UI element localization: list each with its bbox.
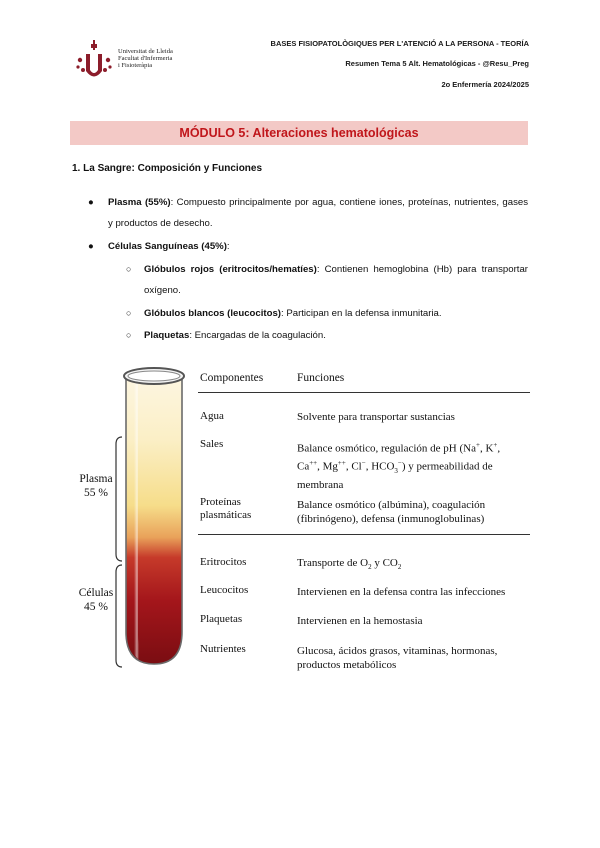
list-item — [126, 259, 528, 301]
university-logo — [74, 40, 184, 84]
white-cells-term: Glóbulos blancos (leucocitos) — [144, 308, 281, 319]
circle-bullet-icon: ○ — [126, 308, 132, 318]
component-proteins: Proteínas plasmáticas — [200, 496, 252, 521]
section-rule — [198, 534, 530, 535]
academic-year: 2o Enfermería 2024/2025 — [441, 80, 529, 89]
module-banner — [70, 121, 528, 145]
functions-header: Funciones — [297, 372, 345, 384]
circle-bullet-icon: ○ — [126, 330, 132, 340]
plasma-side-label — [74, 472, 118, 500]
plasma-percent: 55 % — [84, 487, 108, 499]
component-leukocytes: Leucocitos — [200, 584, 249, 596]
bullet-icon: ● — [88, 197, 94, 208]
component-platelets: Plaquetas — [200, 613, 243, 625]
test-tube-illustration — [120, 362, 188, 668]
component-salts: Sales — [200, 438, 224, 450]
cells-term: Células Sanguíneas (45%) — [108, 241, 227, 252]
component-water: Agua — [200, 410, 224, 422]
function-water: Solvente para transportar sustancias — [297, 411, 455, 423]
components-header: Componentes — [200, 372, 264, 384]
function-salts: Balance osmótico, regulación de pH (Na+, K+, Ca++, Mg++, Cl−, $HCO_3^-$) y permeabilidad de membrana — [297, 441, 501, 491]
course-title: BASES FISIOPATOLÒGIQUES PER L'ATENCIÓ A LA PERSONA - TEORÍA — [270, 39, 529, 48]
platelets-term: Plaquetas — [144, 330, 190, 341]
list-item — [88, 192, 528, 234]
function-erythrocytes: Transporte de $O_2$ y $CO_2$ — [297, 557, 402, 572]
blood-composition-figure — [70, 362, 530, 682]
red-cells-description: : Contienen hemoglobina (Hb) para transportar oxígeno. — [144, 264, 528, 296]
plasma-description: : Compuesto principalmente por agua, contiene iones, proteínas, nutrientes, gases y productos de desecho. — [108, 197, 529, 229]
cells-percent: 45 % — [84, 601, 108, 613]
summary-title: Resumen Tema 5 Alt. Hematológicas - @Resu_Preg — [345, 59, 529, 68]
list-item — [88, 236, 528, 257]
white-cells-description: : Participan en la defensa inmunitaria. — [281, 308, 442, 319]
cells-bracket — [112, 564, 124, 668]
cells-colon: : — [226, 241, 230, 252]
function-leukocytes: Intervienen en la defensa contra las infecciones — [297, 586, 506, 598]
module-title: MÓDULO 5: Alteraciones hematológicas — [179, 126, 419, 140]
component-nutrients: Nutrientes — [200, 643, 246, 655]
red-cells-term: Glóbulos rojos (eritrocitos/hematíes) — [144, 264, 317, 275]
list-item — [126, 325, 528, 346]
function-proteins: Balance osmótico (albúmina), coagulación (fibrinógeno), defensa (inmunoglobulinas) — [297, 499, 486, 525]
circle-bullet-icon: ○ — [126, 264, 132, 274]
header-rule — [198, 392, 530, 393]
list-item — [126, 303, 528, 324]
cells-side-label — [74, 586, 118, 614]
platelets-description: : Encargadas de la coagulación. — [189, 330, 326, 341]
section-title: 1. La Sangre: Composición y Funciones — [72, 163, 263, 174]
function-nutrients: Glucosa, ácidos grasos, vitaminas, hormonas, productos metabólicos — [297, 645, 498, 671]
cells-label: Células — [78, 587, 114, 599]
university-crest-icon — [74, 40, 114, 84]
plasma-term: Plasma (55%) — [108, 197, 171, 208]
function-platelets: Intervienen en la hemostasia — [297, 615, 423, 627]
component-erythrocytes: Eritrocitos — [200, 556, 247, 568]
university-name: Universitat de Lleida Facultat d'Infermeria i Fisioteràpia — [118, 48, 173, 69]
plasma-label: Plasma — [79, 473, 113, 485]
bullet-icon: ● — [88, 241, 94, 252]
